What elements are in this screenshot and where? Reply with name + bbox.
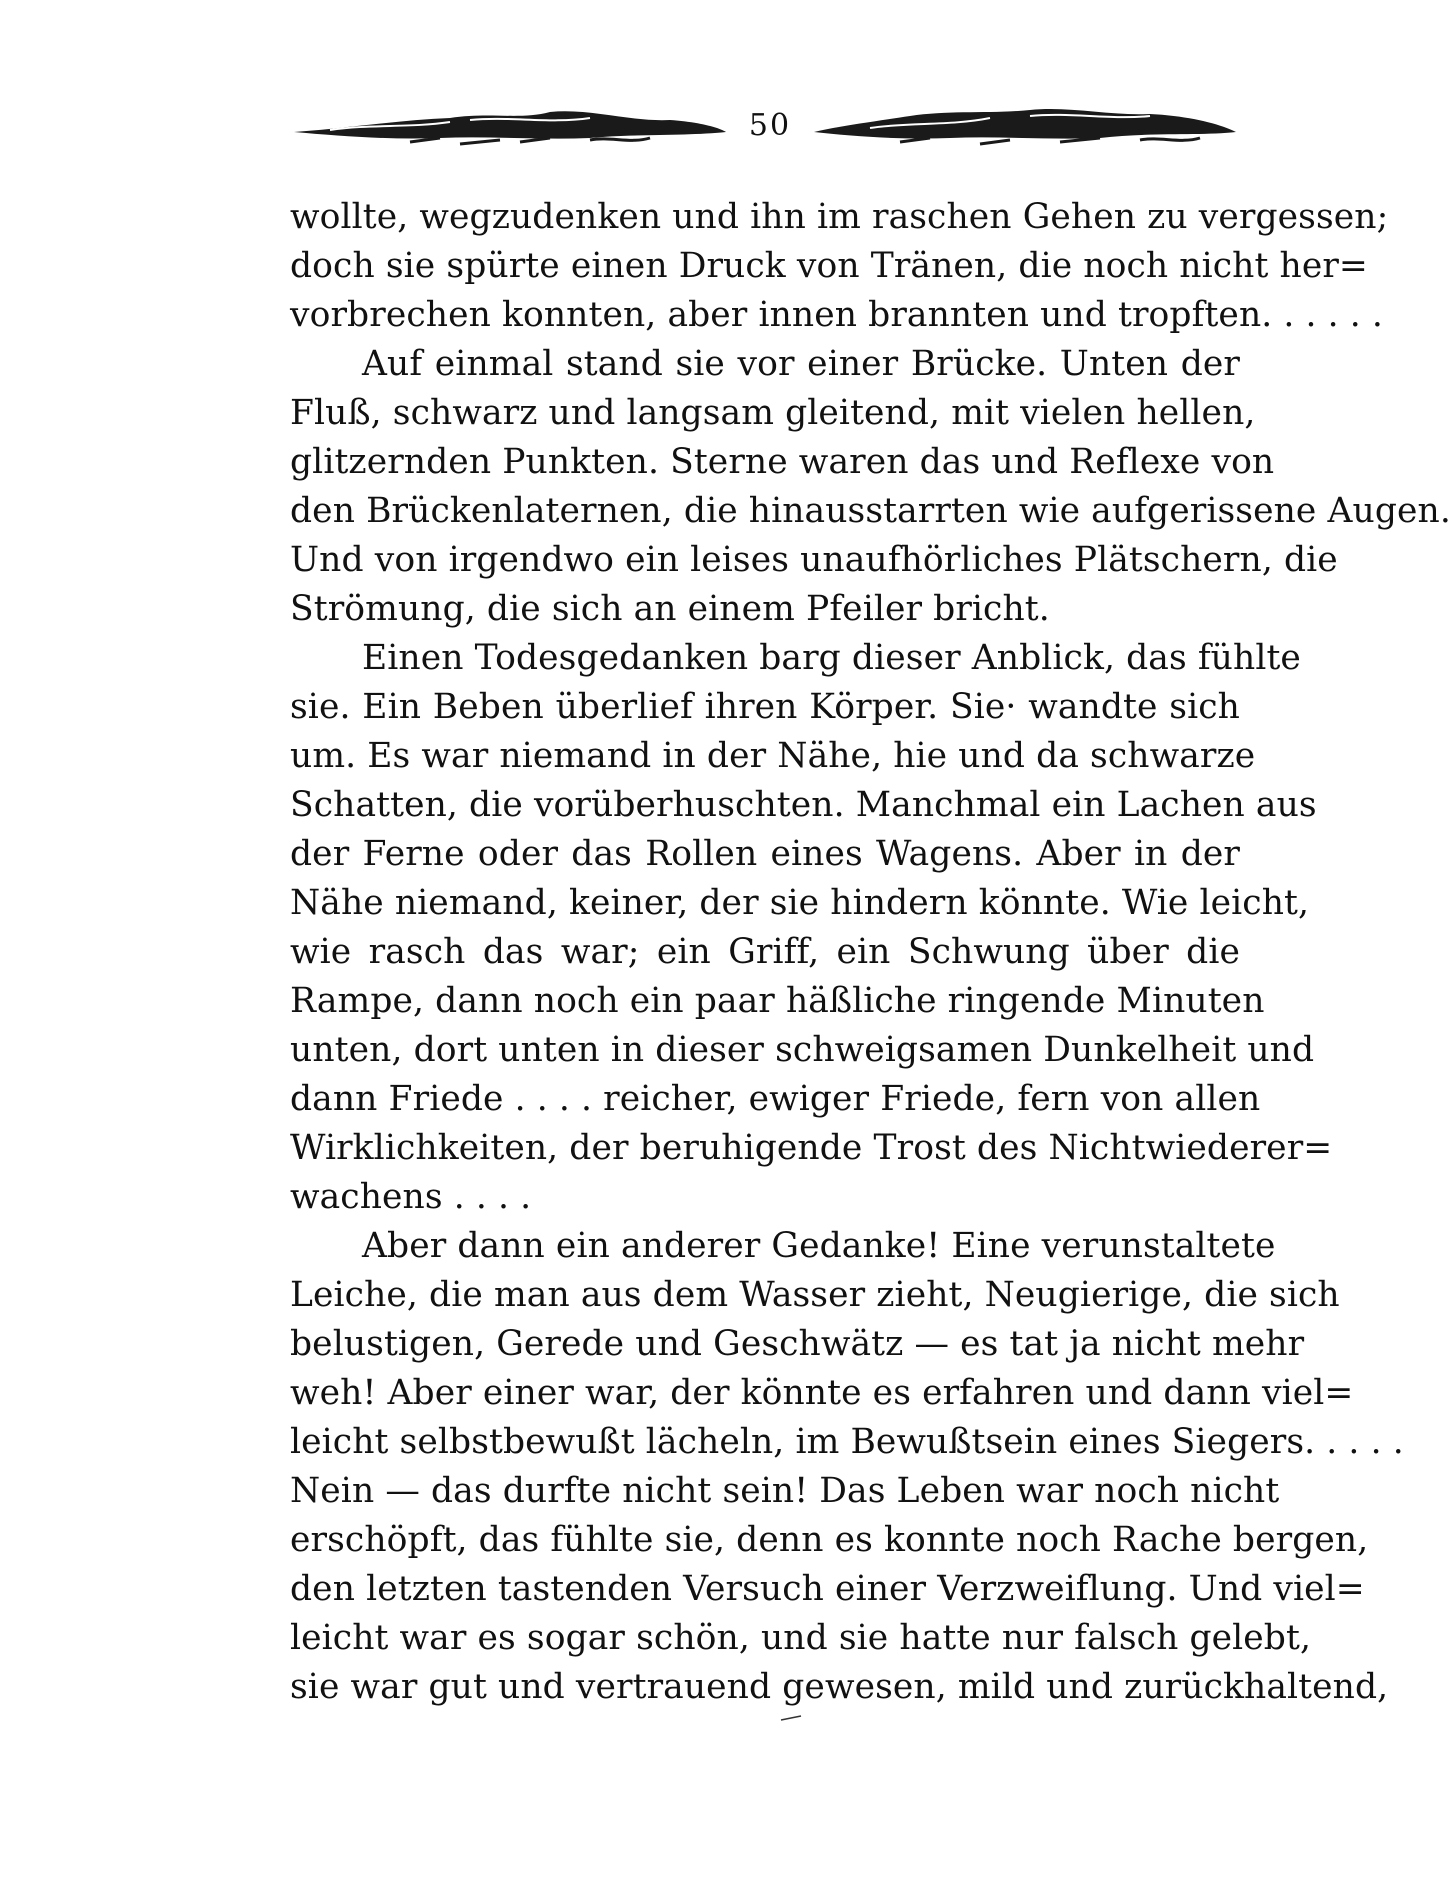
text-line: Nähe niemand, keiner, der sie hindern könnte. Wie leicht, — [290, 883, 1310, 923]
text-line: sie. Ein Beben überlief ihren Körper. Sie· wandte sich — [290, 687, 1240, 727]
text-line: wie rasch das war; ein Griff, ein Schwung über die — [290, 932, 1240, 972]
text-line: erschöpft, das fühlte sie, denn es konnte noch Rache bergen, — [290, 1520, 1369, 1560]
text-line: der Ferne oder das Rollen eines Wagens. Aber in der — [290, 834, 1240, 874]
text-line: Wirklichkeiten, der beruhigende Trost des Nichtwiederer= — [290, 1128, 1333, 1168]
text-line: belustigen, Gerede und Geschwätz — es tat ja nicht mehr — [290, 1324, 1305, 1364]
text-line: glitzernden Punkten. Sterne waren das und Reflexe von — [290, 442, 1275, 482]
text-line: Aber dann ein anderer Gedanke! Eine verunstaltete — [362, 1226, 1276, 1266]
text-line: den letzten tastenden Versuch einer Verzweiflung. Und viel= — [290, 1569, 1365, 1609]
text-line: um. Es war niemand in der Nähe, hie und da schwarze — [290, 736, 1256, 776]
text-line: dann Friede . . . . reicher, ewiger Friede, fern von allen — [290, 1079, 1261, 1119]
text-line: doch sie spürte einen Druck von Tränen, die noch nicht her= — [290, 246, 1368, 286]
text-line: leicht selbstbewußt lächeln, im Bewußtsein eines Siegers. . . . . — [290, 1422, 1404, 1462]
text-line: wollte, wegzudenken und ihn im raschen Gehen zu vergessen; — [290, 197, 1389, 237]
text-line: wachens . . . . — [290, 1177, 532, 1217]
text-line: Schatten, die vorüberhuschten. Manchmal ein Lachen aus — [290, 785, 1317, 825]
text-line: sie war gut und vertrauend gewesen, mild und zurückhaltend, — [290, 1667, 1389, 1707]
text-line: unten, dort unten in dieser schweigsamen Dunkelheit und — [290, 1030, 1315, 1070]
text-line: Fluß, schwarz und langsam gleitend, mit vielen hellen, — [290, 393, 1256, 433]
text-line: Einen Todesgedanken barg dieser Anblick, das fühlte — [362, 638, 1301, 678]
text-line: den Brückenlaternen, die hinausstarrten wie aufgerissene Augen. — [290, 491, 1451, 531]
ink-mark — [780, 1715, 802, 1721]
text-line: Leiche, die man aus dem Wasser zieht, Neugierige, die sich — [290, 1275, 1340, 1315]
text-line: weh! Aber einer war, der könnte es erfahren und dann viel= — [290, 1373, 1354, 1413]
page-header — [290, 98, 1240, 158]
text-line: Auf einmal stand sie vor einer Brücke. Unten der — [362, 344, 1240, 384]
text-line: Strömung, die sich an einem Pfeiler bricht. — [290, 589, 1050, 629]
text-line: Und von irgendwo ein leises unaufhörliches Plätschern, die — [290, 540, 1338, 580]
right-header-ornament — [810, 98, 1240, 158]
page-number: 50 — [748, 108, 792, 143]
text-line: Nein — das durfte nicht sein! Das Leben war noch nicht — [290, 1471, 1280, 1511]
body-text — [290, 193, 1451, 1712]
text-line: Rampe, dann noch ein paar häßliche ringende Minuten — [290, 981, 1265, 1021]
text-line: leicht war es sogar schön, und sie hatte nur falsch gelebt, — [290, 1618, 1312, 1658]
left-header-ornament — [290, 98, 730, 158]
text-line: vorbrechen konnten, aber innen brannten und tropften. . . . . . — [290, 295, 1383, 335]
